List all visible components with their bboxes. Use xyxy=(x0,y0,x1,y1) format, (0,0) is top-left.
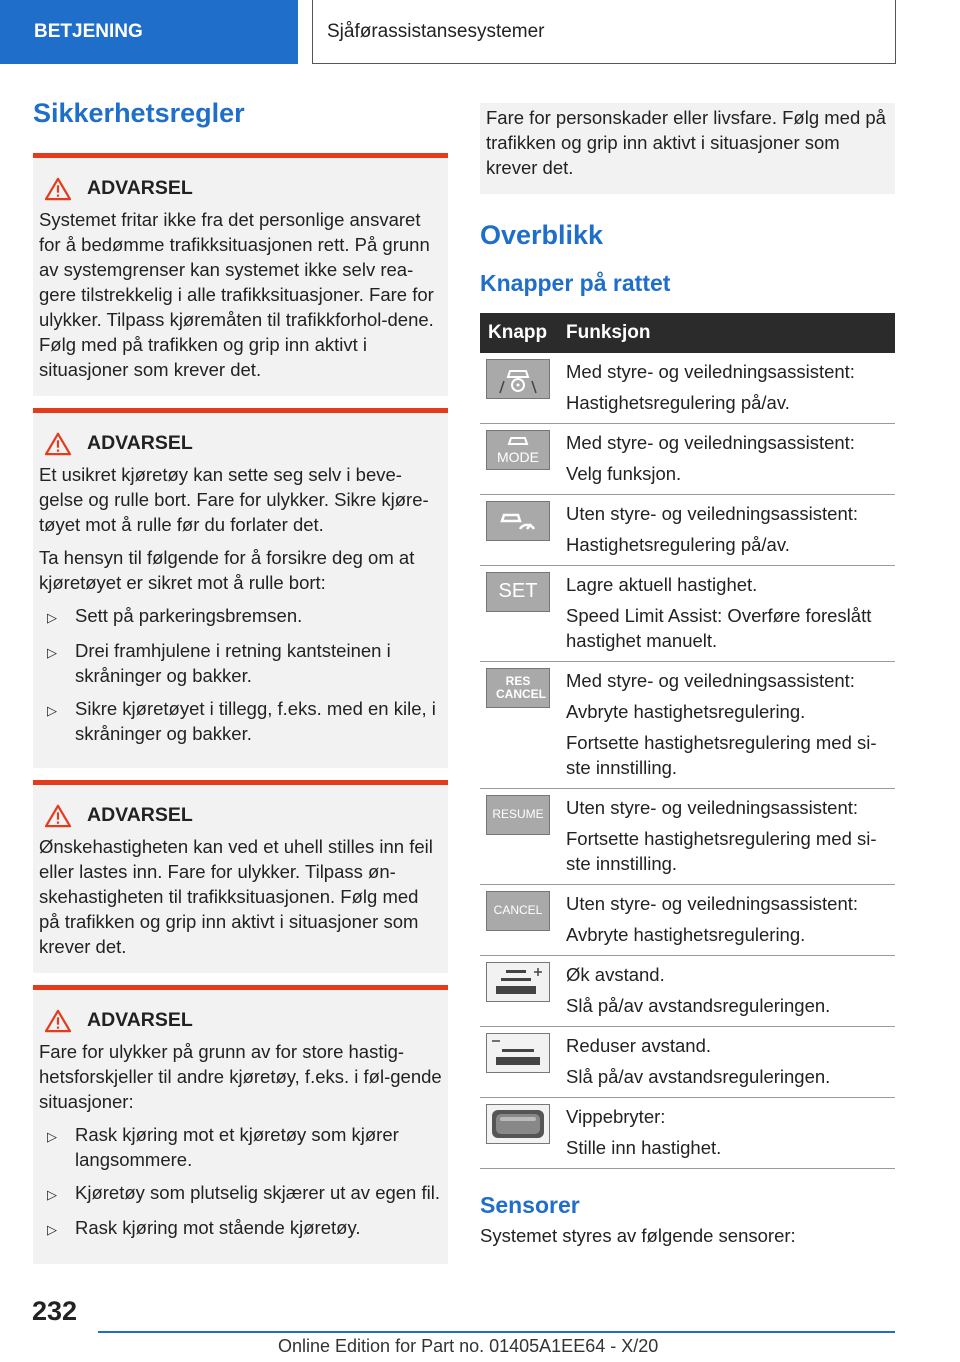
set-button-icon: SET xyxy=(486,572,550,612)
table-row: Med styre- og veiledningsassistent: Hastighetsregulering på/av. xyxy=(480,353,895,424)
res-cancel-button-icon: RES CANCEL xyxy=(486,668,550,708)
mode-button-icon: MODE xyxy=(486,430,550,470)
warning-text: Systemet fritar ikke fra det personlige ansvaret for å bedømme trafikksituasjonen rett. På grunn av systemgrenser kan systemet ikke selv rea-gere tilstrekkelig i alle trafikksituasjoner. Fare for ulykker. Tilpass kjøremåten til trafikkforhol-dene. Følg med på trafikken og grip inn aktivt i situasjoner som krever det. xyxy=(39,209,434,381)
distance-decrease-icon xyxy=(486,1033,550,1073)
left-column xyxy=(33,96,448,1264)
column-header: Knapp xyxy=(480,313,558,353)
header-chapter: Sjåførassistansesystemer xyxy=(312,0,896,64)
steering-assist-icon xyxy=(486,359,550,399)
buttons-subtitle: Knapper på rattet xyxy=(480,270,671,297)
warning-text: Fare for ulykker på grunn av for store hastig-hetsforskjeller til andre kjøretøy, f.eks. i føl-gende situasjoner: xyxy=(39,1041,442,1113)
buttons-table xyxy=(480,313,895,1169)
warning-triangle-icon xyxy=(43,432,73,456)
right-column xyxy=(480,103,895,1247)
table-row: CANCEL Uten styre- og veiledningsassistent: Avbryte hastighetsregulering. xyxy=(480,884,895,955)
bullet-arrow-icon: ▷ xyxy=(47,1222,57,1238)
page-number: 232 xyxy=(32,1296,78,1326)
table-row: Uten styre- og veiledningsassistent: Hastighetsregulering på/av. xyxy=(480,494,895,565)
bullet-arrow-icon: ▷ xyxy=(47,703,57,719)
table-row: Vippebryter: Stille inn hastighet. xyxy=(480,1097,895,1168)
table-row: Øk avstand. Slå på/av avstandsreguleringen. xyxy=(480,955,895,1026)
warning-triangle-icon xyxy=(43,1009,73,1033)
rocker-switch-icon xyxy=(486,1104,550,1144)
warning-triangle-icon xyxy=(43,177,73,201)
warning-label: ADVARSEL xyxy=(87,804,193,827)
list-item: ▷ Kjøretøy som plutselig skjærer ut av egen fil. xyxy=(39,1180,442,1207)
warning-box xyxy=(33,780,448,973)
warning-triangle-icon xyxy=(43,804,73,828)
list-item: ▷ Sikre kjøretøyet i tillegg, f.eks. med en kile, i skråninger og bakker. xyxy=(39,696,442,746)
table-row: RES CANCEL Med styre- og veiledningsassistent: Avbryte hastighetsregulering. Fortsette hastighetsregulering med si-ste innstilling. xyxy=(480,661,895,788)
warning-text: Et usikret kjøretøy kan sette seg selv i beve-gelse og rulle bort. Fare for ulykker. Sikre kjøre-tøyet mot å rulle før du forlater det. xyxy=(39,464,429,536)
list-item: ▷ Rask kjøring mot stående kjøretøy. xyxy=(39,1215,442,1242)
warning-box xyxy=(33,153,448,396)
list-item: ▷ Sett på parkeringsbremsen. xyxy=(39,603,442,630)
warning-text: Ønskehastigheten kan ved et uhell stilles inn feil eller lastes inn. Fare for ulykker. Tilpass øn-skehastigheten til trafikksituasjonen. Følg med på trafikken og grip inn aktivt i situasjoner som krever det. xyxy=(39,836,433,958)
footer-edition: Online Edition for Part no. 01405A1EE64 - X/20 xyxy=(278,1336,659,1356)
header-section: BETJENING xyxy=(0,0,298,64)
warning-label: ADVARSEL xyxy=(87,177,193,200)
resume-button-icon: RESUME xyxy=(486,795,550,835)
bullet-arrow-icon: ▷ xyxy=(47,645,57,661)
overview-title: Overblikk xyxy=(480,220,604,250)
footer-divider xyxy=(98,1331,895,1333)
bullet-arrow-icon: ▷ xyxy=(47,1187,57,1203)
list-item: ▷ Rask kjøring mot et kjøretøy som kjører langsommere. xyxy=(39,1122,442,1172)
cruise-control-icon xyxy=(486,501,550,541)
warning-label: ADVARSEL xyxy=(87,1009,193,1032)
table-row: MODE Med styre- og veiledningsassistent: Velg funksjon. xyxy=(480,423,895,494)
warning-box xyxy=(33,408,448,768)
bullet-arrow-icon: ▷ xyxy=(47,610,57,626)
sensors-text: Systemet styres av følgende sensorer: xyxy=(480,1224,796,1246)
table-row: Reduser avstand. Slå på/av avstandsreguleringen. xyxy=(480,1026,895,1097)
warning-box xyxy=(33,985,448,1264)
sensors-title: Sensorer xyxy=(480,1191,580,1218)
warning-continuation: Fare for personskader eller livsfare. Følg med på trafikken og grip inn aktivt i situasjoner som krever det. xyxy=(480,103,895,194)
table-row: RESUME Uten styre- og veiledningsassistent: Fortsette hastighetsregulering med si-ste innstilling. xyxy=(480,788,895,884)
list-item: ▷ Drei framhjulene i retning kantsteinen i skråninger og bakker. xyxy=(39,638,442,688)
bullet-arrow-icon: ▷ xyxy=(47,1129,57,1145)
warning-text: Ta hensyn til følgende for å forsikre deg om at kjøretøyet er sikret mot å rulle bort: xyxy=(39,547,415,594)
distance-increase-icon xyxy=(486,962,550,1002)
column-header: Funksjon xyxy=(558,313,895,353)
section-title: Sikkerhetsregler xyxy=(33,98,245,128)
warning-label: ADVARSEL xyxy=(87,432,193,455)
cancel-button-icon: CANCEL xyxy=(486,891,550,931)
table-row: SET Lagre aktuell hastighet. Speed Limit Assist: Overføre foreslått hastighet manuelt. xyxy=(480,565,895,661)
